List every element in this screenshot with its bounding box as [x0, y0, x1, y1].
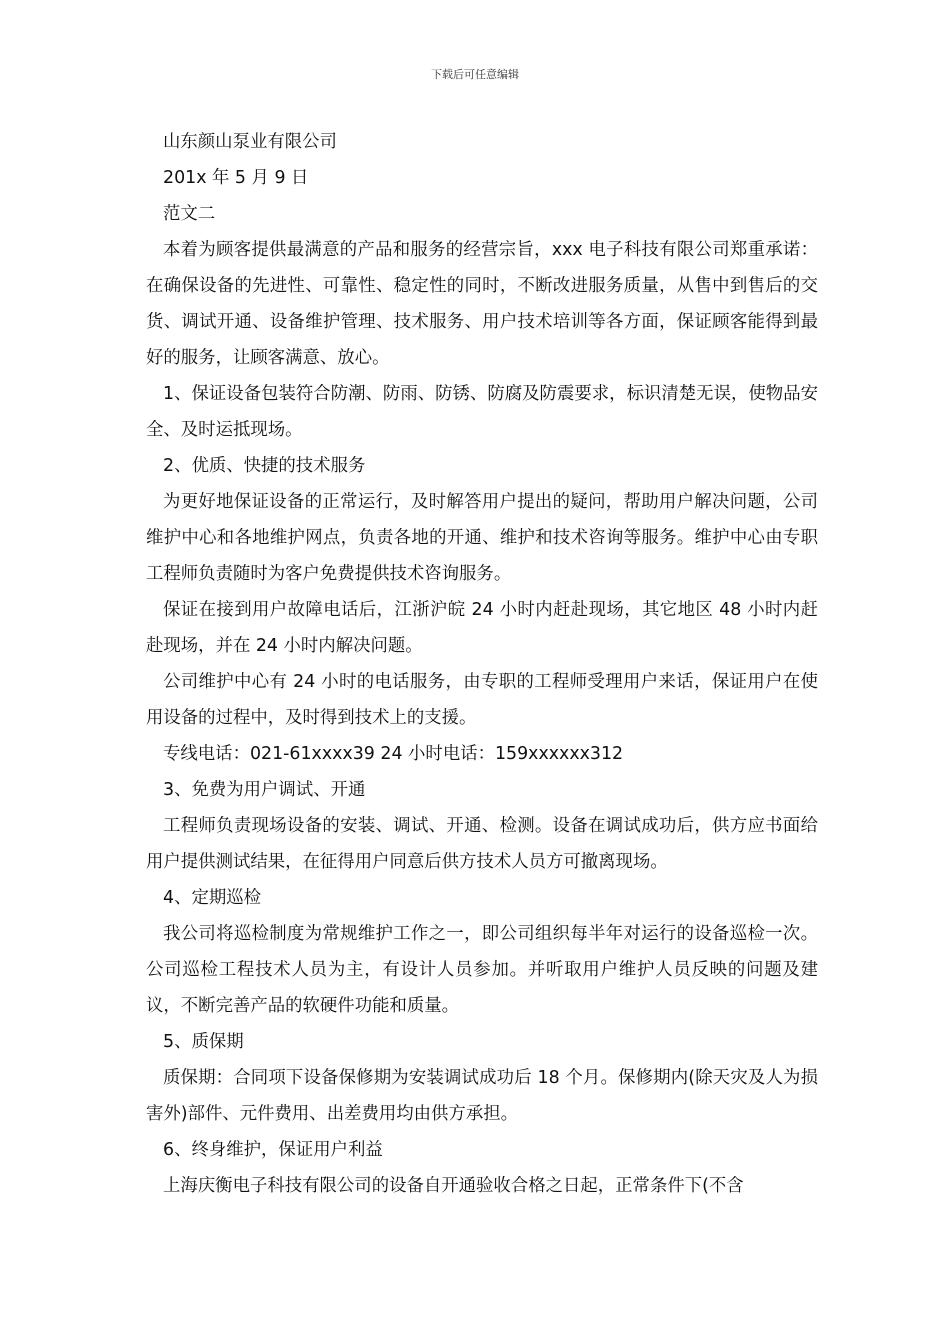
item-2-paragraph-2: 保证在接到用户故障电话后，江浙沪皖 24 小时内赶赴现场，其它地区 48 小时内赶赴现场，并在 24 小时内解决问题。: [146, 600, 818, 656]
item-4-paragraph: 我公司将巡检制度为常规维护工作之一，即公司组织每半年对运行的设备巡检一次。公司巡检工程技术人员为主，有设计人员参加。并听取用户维护人员反映的问题及建议，不断完善产品的软硬件功能和质量。: [146, 924, 818, 1016]
intro-paragraph: 本着为顾客提供最满意的产品和服务的经营宗旨，xxx 电子科技有限公司郑重承诺：在确保设备的先进性、可靠性、稳定性的同时，不断改进服务质量，从售中到售后的交货、调试开通、设备维护管理、技术服务、用户技术培训等各方面，保证顾客能得到最好的服务，让顾客满意、放心。: [146, 240, 818, 368]
item-6-heading: 6、终身维护，保证用户利益: [163, 1140, 383, 1160]
item-5-heading: 5、质保期: [163, 1032, 244, 1052]
item-6-paragraph: 上海庆衡电子科技有限公司的设备自开通验收合格之日起，正常条件下(不含: [163, 1176, 744, 1196]
document-body: [146, 124, 818, 1204]
section-title: 范文二: [163, 204, 216, 224]
date-line: 201x 年 5 月 9 日: [163, 168, 309, 188]
item-2-paragraph-3: 公司维护中心有 24 小时的电话服务，由专职的工程师受理用户来话，保证用户在使用设备的过程中，及时得到技术上的支援。: [146, 672, 818, 728]
item-2-paragraph-1: 为更好地保证设备的正常运行，及时解答用户提出的疑问，帮助用户解决问题，公司维护中心和各地维护网点，负责各地的开通、维护和技术咨询等服务。维护中心由专职工程师负责随时为客户免费提供技术咨询服务。: [146, 492, 818, 584]
item-3-paragraph: 工程师负责现场设备的安装、调试、开通、检测。设备在调试成功后，供方应书面给用户提供测试结果，在征得用户同意后供方技术人员方可撤离现场。: [146, 816, 818, 872]
item-3-heading: 3、免费为用户调试、开通: [163, 780, 366, 800]
item-1-paragraph: 1、保证设备包装符合防潮、防雨、防锈、防腐及防震要求，标识清楚无误，使物品安全、及时运抵现场。: [146, 384, 818, 440]
page-header-note: 下载后可任意编辑: [431, 68, 519, 81]
hotline-line: 专线电话：021-61xxxx39 24 小时电话：159xxxxxx312: [163, 744, 624, 764]
item-2-heading: 2、优质、快捷的技术服务: [163, 456, 366, 476]
company-name: 山东颜山泵业有限公司: [163, 132, 337, 152]
item-4-heading: 4、定期巡检: [163, 888, 262, 908]
item-5-paragraph: 质保期：合同项下设备保修期为安装调试成功后 18 个月。保修期内(除天灾及人为损害外)部件、元件费用、出差费用均由供方承担。: [146, 1068, 818, 1124]
